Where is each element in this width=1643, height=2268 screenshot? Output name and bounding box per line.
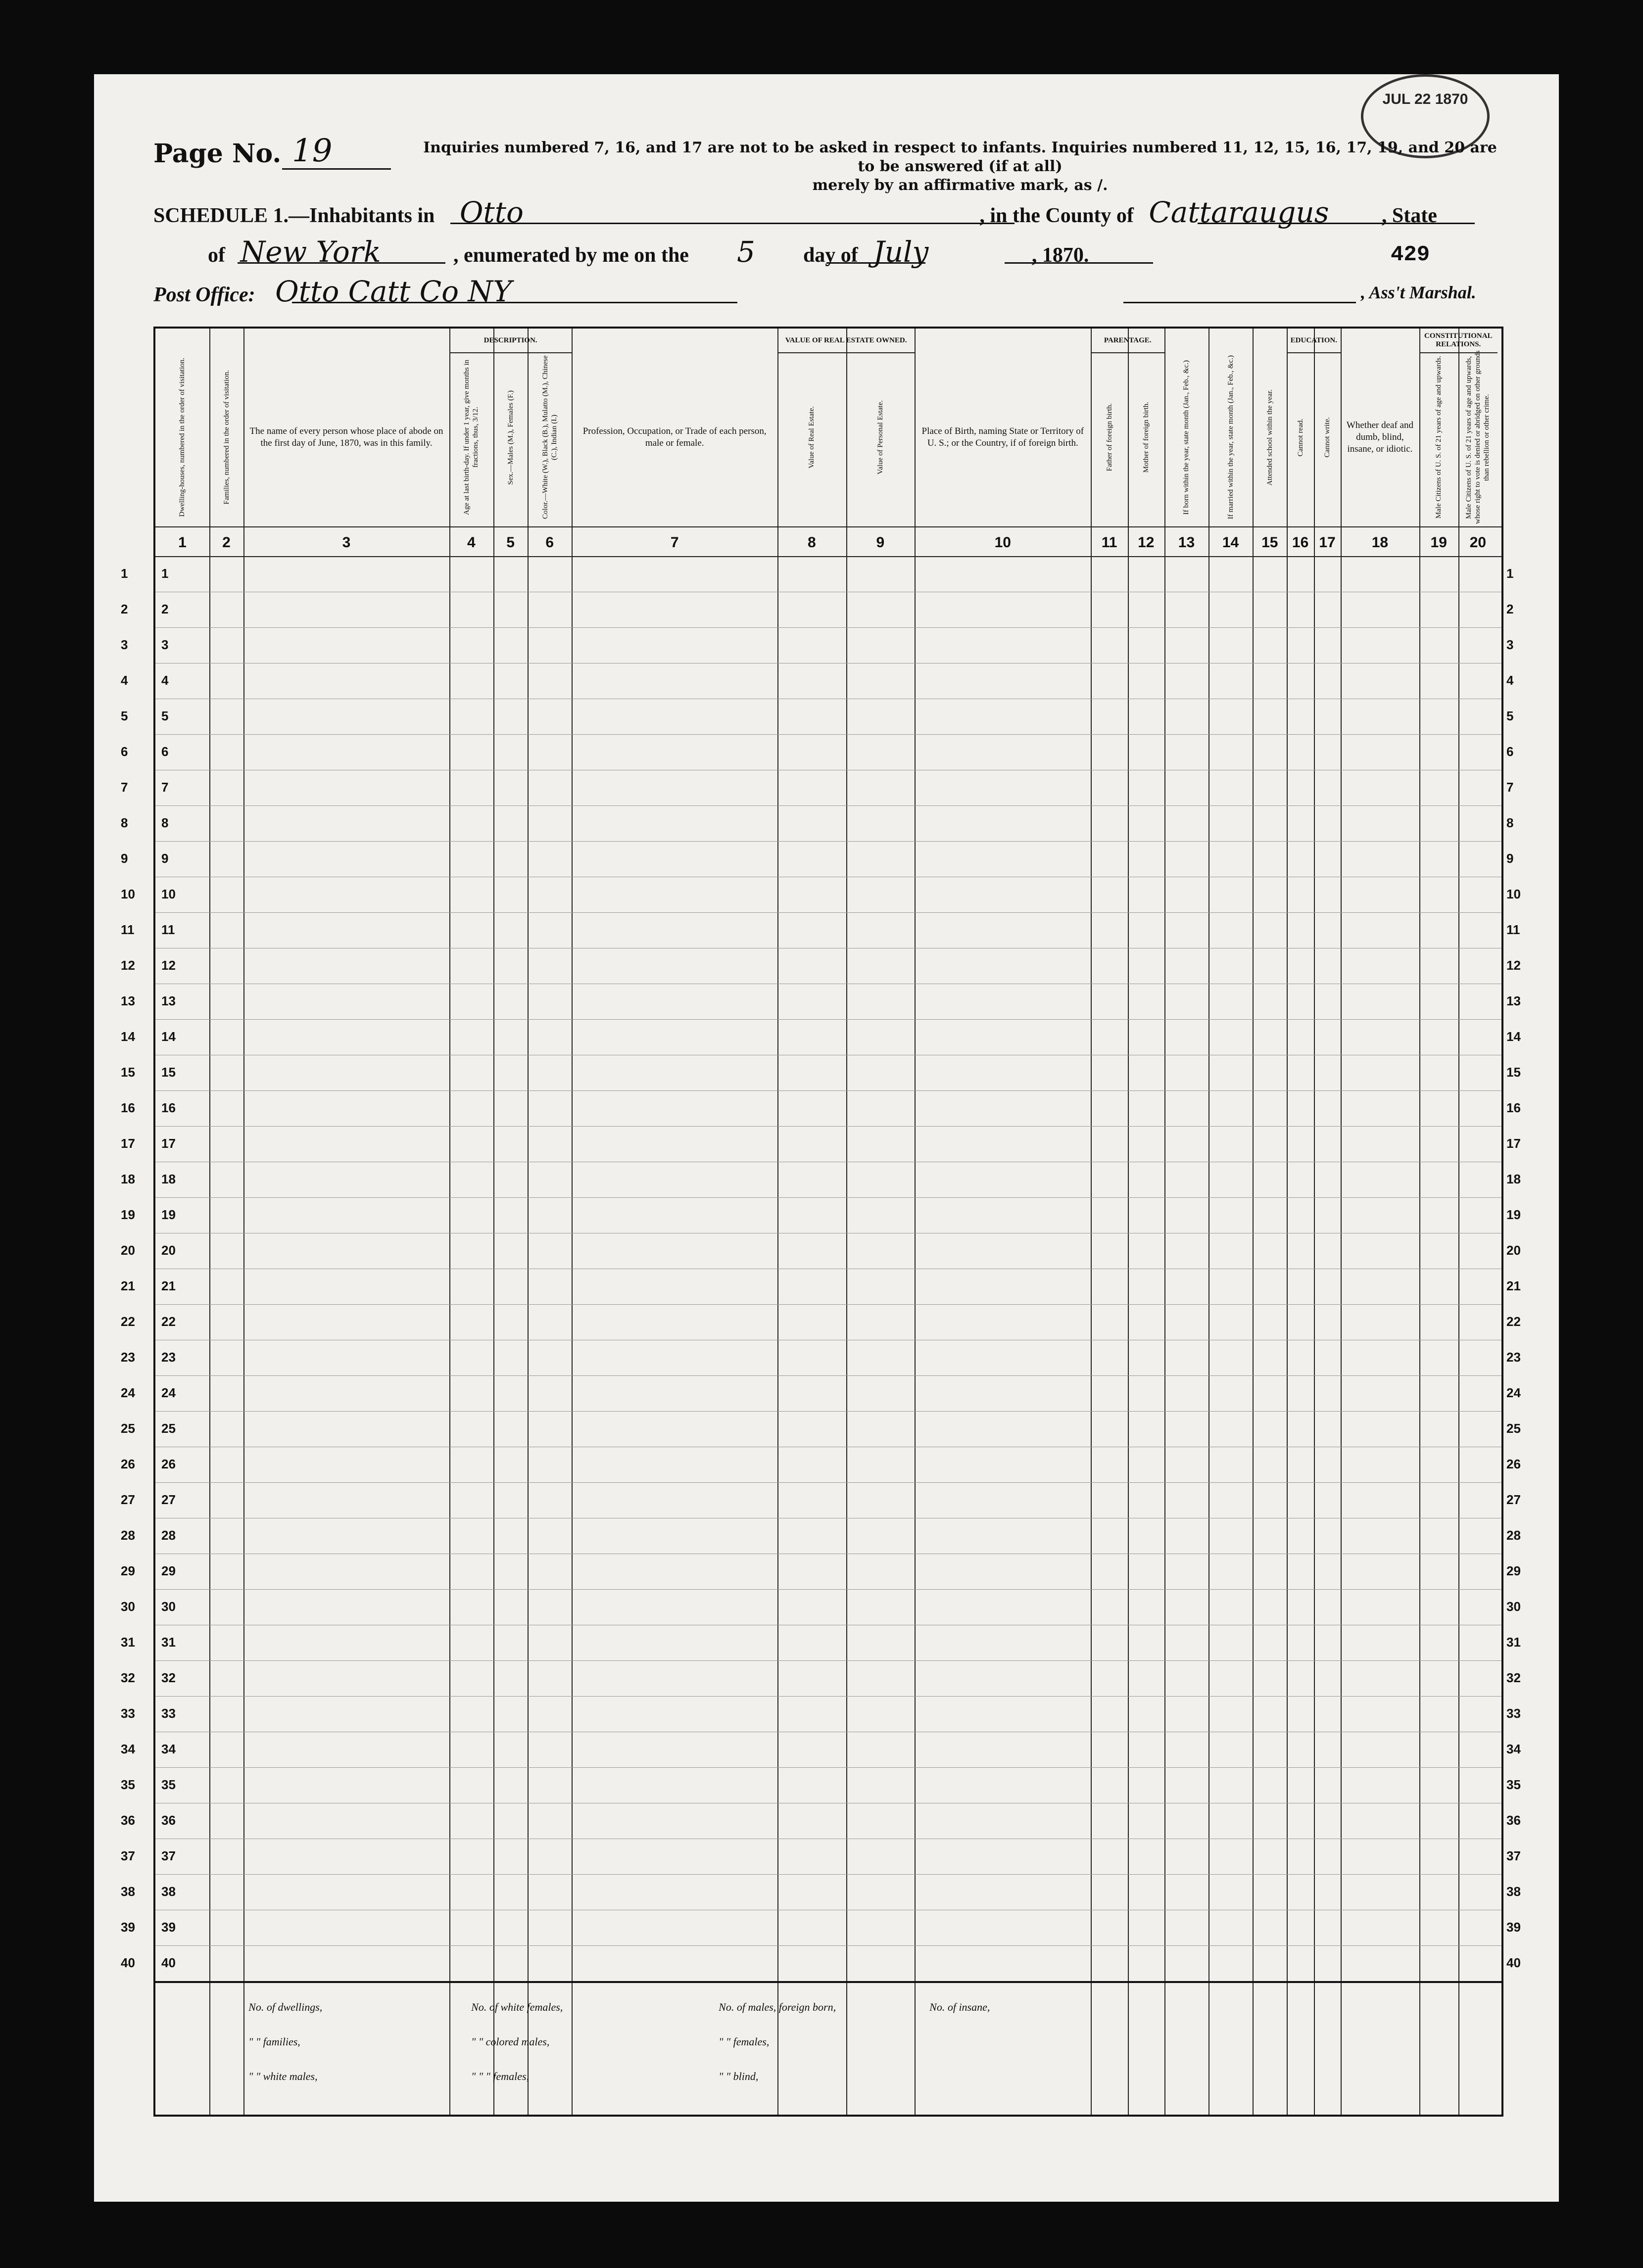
row-number-left: 31 [121, 1635, 135, 1650]
row-number-left: 25 [121, 1421, 135, 1436]
row-number-right: 29 [1506, 1563, 1521, 1578]
stamp-text: JUL 22 1870 [1382, 91, 1468, 107]
row-number-right: 12 [1506, 958, 1521, 973]
row-number-right: 25 [1506, 1421, 1521, 1436]
row-number-right: 26 [1506, 1457, 1521, 1471]
footer-label: " " colored males, [471, 2035, 550, 2048]
row-number-left: 29 [121, 1563, 135, 1578]
column-number: 19 [1430, 534, 1447, 551]
row-number-left: 18 [121, 1172, 135, 1186]
row-number-right: 10 [1506, 887, 1521, 901]
row-rule [155, 734, 1501, 735]
row-number: 31 [161, 1635, 176, 1650]
row-number: 4 [161, 673, 169, 688]
column-rule [846, 329, 847, 2115]
column-header-text: Attended school within the year. [1265, 389, 1274, 486]
column-header-text: Cannot write. [1323, 417, 1332, 458]
row-number: 32 [161, 1670, 176, 1685]
row-number: 6 [161, 744, 169, 759]
row-number: 35 [161, 1777, 176, 1792]
column-header [1314, 348, 1341, 526]
row-number: 38 [161, 1884, 176, 1899]
column-header-text: Value of Personal Estate. [876, 400, 884, 474]
row-number-left: 13 [121, 993, 135, 1008]
row-number-right: 31 [1506, 1635, 1521, 1650]
row-number: 7 [161, 780, 169, 795]
row-number: 22 [161, 1314, 176, 1329]
header-rule [155, 526, 1501, 527]
column-header-text: Families, numbered in the order of visitation. [222, 370, 231, 505]
row-number-right: 9 [1506, 851, 1514, 866]
row-number-right: 22 [1506, 1314, 1521, 1329]
column-header [1164, 348, 1208, 526]
column-header-text: Sex.—Males (M.), Females (F.) [506, 390, 515, 485]
column-number: 2 [222, 534, 231, 551]
column-number: 3 [342, 534, 351, 551]
column-rule [209, 329, 210, 2115]
page-label: Page No. [153, 139, 282, 169]
column-rule [449, 329, 450, 2115]
month-value: July [873, 235, 929, 269]
row-rule [155, 1589, 1501, 1590]
row-number: 25 [161, 1421, 176, 1436]
row-number-left: 33 [121, 1706, 135, 1721]
column-header [493, 348, 528, 526]
row-number-right: 23 [1506, 1350, 1521, 1365]
column-number: 4 [467, 534, 476, 551]
row-number-left: 38 [121, 1884, 135, 1899]
footer-label: " " " females, [471, 2070, 530, 2082]
column-number: 1 [178, 534, 187, 551]
column-header [209, 348, 243, 526]
row-number-right: 21 [1506, 1278, 1521, 1293]
row-number-left: 27 [121, 1492, 135, 1507]
row-rule [155, 1482, 1501, 1483]
column-number: 16 [1292, 534, 1309, 551]
row-number: 8 [161, 815, 169, 830]
column-header-text: Father of foreign birth. [1105, 403, 1113, 472]
column-header: The name of every person whose place of abode on the first day of June, 1870, was in this family. [249, 426, 443, 448]
group-heading: EDUCATION. [1290, 336, 1337, 344]
column-header [449, 348, 493, 526]
column-rule [1164, 329, 1165, 2115]
row-number: 3 [161, 637, 169, 652]
row-number-left: 17 [121, 1136, 135, 1151]
row-number: 9 [161, 851, 169, 866]
post-office-value: Otto Catt Co NY [275, 275, 512, 308]
row-number-right: 37 [1506, 1848, 1521, 1863]
row-number: 12 [161, 958, 176, 973]
row-number: 16 [161, 1100, 176, 1115]
row-number: 28 [161, 1528, 176, 1543]
footer-label: No. of insane, [929, 2001, 990, 2013]
row-number-right: 13 [1506, 993, 1521, 1008]
footer-label: " " females, [719, 2035, 770, 2048]
column-header-text: Male Citizens of U. S. of 21 years of age and upwards. [1435, 356, 1443, 519]
column-number: 17 [1319, 534, 1336, 551]
state-name: New York [240, 235, 381, 269]
column-header [1128, 348, 1164, 526]
row-number: 10 [161, 887, 176, 901]
row-number-left: 36 [121, 1813, 135, 1828]
column-header [1253, 348, 1287, 526]
census-sheet [94, 74, 1559, 2202]
row-number-right: 15 [1506, 1065, 1521, 1080]
row-number-left: 39 [121, 1920, 135, 1935]
row-rule [155, 1126, 1501, 1127]
group-heading: DESCRIPTION. [483, 336, 537, 344]
footer-label: No. of white females, [471, 2001, 563, 2013]
day-of-label: day of [803, 244, 858, 267]
row-number-left: 32 [121, 1670, 135, 1685]
row-number-right: 39 [1506, 1920, 1521, 1935]
row-number-right: 8 [1506, 815, 1514, 830]
footer-label: " " white males, [248, 2070, 318, 2082]
column-rule [915, 329, 916, 2115]
row-number: 39 [161, 1920, 176, 1935]
row-number-left: 15 [121, 1065, 135, 1080]
row-number-right: 16 [1506, 1100, 1521, 1115]
row-number-right: 17 [1506, 1136, 1521, 1151]
row-number-right: 30 [1506, 1599, 1521, 1614]
row-rule [155, 841, 1501, 842]
column-header [1208, 348, 1253, 526]
row-number: 26 [161, 1457, 176, 1471]
row-rule [155, 1767, 1501, 1768]
row-number-right: 32 [1506, 1670, 1521, 1685]
of-label: of [208, 244, 225, 267]
row-number-left: 19 [121, 1207, 135, 1222]
note-line-1: Inquiries numbered 7, 16, and 17 are not to be asked in respect to infants. Inquiries numbered 11, 12, 15, 16, 17, 19, and 20 are to be answered (if at all) [423, 139, 1497, 175]
row-number-right: 24 [1506, 1385, 1521, 1400]
column-number: 15 [1261, 534, 1278, 551]
row-number-right: 20 [1506, 1243, 1521, 1258]
row-number-left: 22 [121, 1314, 135, 1329]
column-rule [1253, 329, 1254, 2115]
column-number: 20 [1469, 534, 1487, 551]
group-heading: CONSTITUTIONAL RELATIONS. [1424, 332, 1493, 348]
column-header-text: Cannot read. [1296, 418, 1305, 457]
row-number-left: 23 [121, 1350, 135, 1365]
row-number-right: 14 [1506, 1029, 1521, 1044]
row-number: 2 [161, 602, 169, 616]
row-rule [155, 1696, 1501, 1697]
column-rule [528, 329, 529, 2115]
group-heading: VALUE OF REAL ESTATE OWNED. [785, 336, 907, 344]
row-number: 14 [161, 1029, 176, 1044]
column-header: Place of Birth, naming State or Territory of U. S.; or the Country, if of foreign birth. [921, 426, 1084, 448]
row-number-right: 18 [1506, 1172, 1521, 1186]
column-rule [572, 329, 573, 2115]
row-number-left: 11 [121, 922, 135, 937]
row-rule [155, 1090, 1501, 1091]
row-number: 24 [161, 1385, 176, 1400]
column-number: 13 [1178, 534, 1195, 551]
row-number-left: 21 [121, 1278, 135, 1293]
column-header-text: Male Citizens of U. S. of 21 years of age and upwards, whose right to vote is denied or abridged on other grounds than rebellion or other crime. [1465, 350, 1491, 524]
column-rule [1128, 329, 1129, 2115]
row-number-right: 27 [1506, 1492, 1521, 1507]
year-label: , 1870. [1031, 244, 1089, 267]
state-label: , State [1381, 204, 1437, 227]
row-number-left: 16 [121, 1100, 135, 1115]
row-number-right: 19 [1506, 1207, 1521, 1222]
county-name: Cattaraugus [1149, 195, 1329, 229]
column-rule [493, 329, 494, 2115]
row-rule [155, 1411, 1501, 1412]
row-number: 15 [161, 1065, 176, 1080]
column-header-text: If married within the year, state month (Jan., Feb., &c.) [1226, 355, 1235, 520]
row-rule [155, 1197, 1501, 1198]
row-number: 17 [161, 1136, 176, 1151]
column-header [155, 348, 209, 526]
note-line-2: merely by an affirmative mark, as /. [812, 177, 1108, 194]
column-header [777, 348, 846, 526]
row-number: 18 [161, 1172, 176, 1186]
column-number: 9 [876, 534, 885, 551]
column-number: 6 [545, 534, 554, 551]
row-number: 37 [161, 1848, 176, 1863]
column-header [1458, 348, 1498, 526]
footer-label: " " families, [248, 2035, 300, 2048]
footer-rule [155, 1981, 1501, 1983]
column-rule [243, 329, 244, 2115]
row-rule [155, 912, 1501, 913]
post-office-label: Post Office: [153, 284, 255, 306]
column-rule [1208, 329, 1209, 2115]
column-header-text: Value of Real Estate. [808, 406, 816, 469]
column-rule [777, 329, 778, 2115]
column-rule [1314, 329, 1315, 2115]
row-number: 23 [161, 1350, 176, 1365]
row-number-right: 36 [1506, 1813, 1521, 1828]
row-number-right: 34 [1506, 1742, 1521, 1756]
column-header-text: Age at last birth-day. If under 1 year, give months in fractions, thus, 3/12. [463, 359, 480, 516]
row-number-right: 5 [1506, 709, 1514, 723]
row-number-left: 10 [121, 887, 135, 901]
row-number-right: 3 [1506, 637, 1514, 652]
row-rule [155, 1375, 1501, 1376]
row-number-left: 24 [121, 1385, 135, 1400]
row-rule [155, 1660, 1501, 1661]
row-number-left: 12 [121, 958, 135, 973]
column-number: 10 [994, 534, 1011, 551]
column-number: 5 [506, 534, 515, 551]
column-number: 18 [1371, 534, 1389, 551]
column-header [1419, 348, 1458, 526]
row-number: 20 [161, 1243, 176, 1258]
row-number: 13 [161, 993, 176, 1008]
row-rule [155, 1874, 1501, 1875]
column-header [528, 348, 572, 526]
county-label: , in the County of [979, 204, 1134, 227]
row-number: 34 [161, 1742, 176, 1756]
column-header [1287, 348, 1313, 526]
column-rule [1458, 329, 1459, 2115]
row-number: 1 [161, 566, 169, 581]
row-rule [155, 805, 1501, 806]
row-number: 33 [161, 1706, 176, 1721]
row-number-left: 40 [121, 1955, 135, 1970]
row-number-left: 2 [121, 602, 128, 616]
marshal-label: , Ass't Marshal. [1361, 283, 1476, 302]
row-rule [155, 1945, 1501, 1946]
row-rule [155, 627, 1501, 628]
row-rule [155, 1304, 1501, 1305]
row-number: 30 [161, 1599, 176, 1614]
row-number: 40 [161, 1955, 176, 1970]
row-number-left: 30 [121, 1599, 135, 1614]
column-header-text: If born within the year, state month (Jan., Feb., &c.) [1182, 360, 1191, 515]
row-number-left: 35 [121, 1777, 135, 1792]
row-number-left: 34 [121, 1742, 135, 1756]
row-number-right: 28 [1506, 1528, 1521, 1543]
column-number: 7 [670, 534, 679, 551]
colnum-rule [155, 556, 1501, 557]
town-name: Otto [459, 195, 524, 229]
day-value: 5 [737, 235, 755, 269]
row-number-left: 20 [121, 1243, 135, 1258]
column-header: Whether deaf and dumb, blind, insane, or idiotic. [1346, 420, 1413, 454]
row-number-left: 9 [121, 851, 128, 866]
row-number: 11 [161, 922, 175, 937]
row-number-right: 4 [1506, 673, 1514, 688]
census-table [121, 327, 1521, 2117]
row-number-left: 4 [121, 673, 128, 688]
footer-label: " " blind, [719, 2070, 759, 2082]
column-rule [1341, 329, 1342, 2115]
column-header-text: Mother of foreign birth. [1142, 402, 1150, 473]
row-number-left: 37 [121, 1848, 135, 1863]
row-number: 29 [161, 1563, 176, 1578]
group-heading: PARENTAGE. [1104, 336, 1152, 344]
row-number-right: 1 [1506, 566, 1514, 581]
instructions-note [416, 139, 1504, 195]
row-number-left: 8 [121, 815, 128, 830]
row-number-left: 7 [121, 780, 128, 795]
row-number-right: 38 [1506, 1884, 1521, 1899]
row-number-left: 14 [121, 1029, 135, 1044]
row-number-right: 7 [1506, 780, 1514, 795]
row-number-right: 33 [1506, 1706, 1521, 1721]
sheet-number: 429 [1391, 242, 1430, 267]
row-number-right: 2 [1506, 602, 1514, 616]
row-number-left: 6 [121, 744, 128, 759]
column-number: 8 [807, 534, 816, 551]
column-header [846, 348, 915, 526]
enumerated-label: , enumerated by me on the [453, 244, 689, 267]
column-rule [1419, 329, 1420, 2115]
column-header-text: Dwelling-houses, numbered in the order of visitation. [178, 358, 187, 517]
column-header [1091, 348, 1127, 526]
column-header: Profession, Occupation, or Trade of each person, male or female. [582, 426, 767, 448]
row-number-right: 11 [1506, 922, 1520, 937]
row-number: 19 [161, 1207, 176, 1222]
row-number-left: 3 [121, 637, 128, 652]
footer-label: No. of males, foreign born, [719, 2001, 836, 2013]
row-rule [155, 1019, 1501, 1020]
row-number: 5 [161, 709, 169, 723]
row-number-left: 26 [121, 1457, 135, 1471]
row-number: 36 [161, 1813, 176, 1828]
row-number: 21 [161, 1278, 176, 1293]
column-number: 14 [1222, 534, 1239, 551]
row-number-right: 6 [1506, 744, 1514, 759]
row-number-right: 40 [1506, 1955, 1521, 1970]
row-number-left: 5 [121, 709, 128, 723]
row-number-left: 28 [121, 1528, 135, 1543]
row-number-right: 35 [1506, 1777, 1521, 1792]
schedule-title: SCHEDULE 1.—Inhabitants in [153, 204, 435, 227]
column-rule [1287, 329, 1288, 2115]
row-number: 27 [161, 1492, 176, 1507]
row-number-left: 1 [121, 566, 128, 581]
column-number: 11 [1101, 534, 1117, 551]
column-rule [1091, 329, 1092, 2115]
footer-label: No. of dwellings, [248, 2001, 323, 2013]
page-number: 19 [292, 133, 333, 169]
column-number: 12 [1138, 534, 1155, 551]
column-header-text: Color.—White (W.), Black (B.), Mulatto (M.), Chinese (C.), Indian (I.) [541, 355, 558, 520]
